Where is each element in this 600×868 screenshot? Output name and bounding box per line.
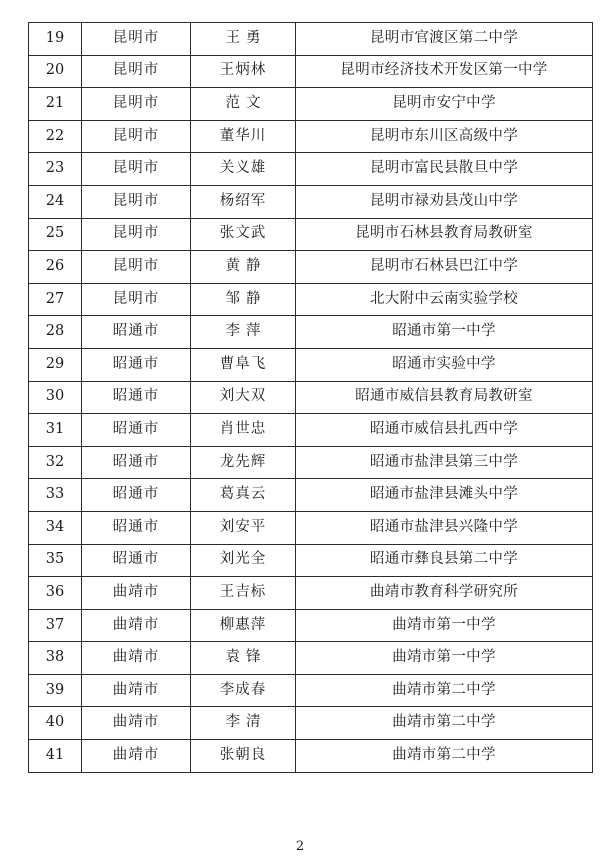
cell-city: 昆明市 <box>82 153 191 186</box>
cell-name-text: 范文 <box>225 95 267 112</box>
cell-index: 34 <box>29 511 82 544</box>
cell-city: 曲靖市 <box>82 609 191 642</box>
table-row <box>29 55 593 88</box>
table-row <box>29 609 593 642</box>
cell-index: 35 <box>29 544 82 577</box>
cell-name: 李成春 <box>191 674 296 707</box>
cell-city: 昆明市 <box>82 88 191 121</box>
cell-unit: 昆明市石林县教育局教研室 <box>296 218 593 251</box>
cell-index: 27 <box>29 283 82 316</box>
roster-table-body <box>29 23 593 773</box>
cell-index: 36 <box>29 577 82 610</box>
cell-unit: 曲靖市第二中学 <box>296 707 593 740</box>
cell-unit: 昭通市盐津县滩头中学 <box>296 479 593 512</box>
cell-city: 昆明市 <box>82 120 191 153</box>
cell-index: 30 <box>29 381 82 414</box>
cell-index: 41 <box>29 740 82 773</box>
cell-name: 刘安平 <box>191 511 296 544</box>
cell-city: 昭通市 <box>82 446 191 479</box>
cell-city: 昭通市 <box>82 348 191 381</box>
cell-name <box>191 316 296 349</box>
cell-index: 23 <box>29 153 82 186</box>
cell-index: 31 <box>29 414 82 447</box>
cell-index: 38 <box>29 642 82 675</box>
cell-unit: 昆明市安宁中学 <box>296 88 593 121</box>
table-row <box>29 153 593 186</box>
table-row <box>29 479 593 512</box>
cell-unit: 昆明市东川区高级中学 <box>296 120 593 153</box>
table-row <box>29 674 593 707</box>
cell-name: 刘光全 <box>191 544 296 577</box>
cell-city: 昭通市 <box>82 414 191 447</box>
cell-unit: 昭通市盐津县第三中学 <box>296 446 593 479</box>
table-row <box>29 642 593 675</box>
cell-unit: 曲靖市第一中学 <box>296 609 593 642</box>
cell-unit: 昭通市盐津县兴隆中学 <box>296 511 593 544</box>
cell-city: 昭通市 <box>82 316 191 349</box>
table-row <box>29 185 593 218</box>
cell-city: 曲靖市 <box>82 674 191 707</box>
cell-unit: 昆明市石林县巴江中学 <box>296 251 593 284</box>
cell-name-text: 袁锋 <box>225 649 267 666</box>
cell-unit: 昭通市彝良县第二中学 <box>296 544 593 577</box>
cell-unit: 曲靖市教育科学研究所 <box>296 577 593 610</box>
cell-name-text: 王勇 <box>225 29 267 46</box>
cell-name: 张朝良 <box>191 740 296 773</box>
table-row <box>29 120 593 153</box>
cell-name: 葛真云 <box>191 479 296 512</box>
cell-index: 22 <box>29 120 82 153</box>
cell-name-text: 邹静 <box>225 290 267 307</box>
cell-unit: 曲靖市第二中学 <box>296 674 593 707</box>
cell-unit: 曲靖市第二中学 <box>296 740 593 773</box>
cell-name: 柳惠萍 <box>191 609 296 642</box>
cell-index: 40 <box>29 707 82 740</box>
cell-index: 20 <box>29 55 82 88</box>
cell-name: 刘大双 <box>191 381 296 414</box>
cell-name <box>191 707 296 740</box>
cell-unit: 昭通市威信县扎西中学 <box>296 414 593 447</box>
cell-index: 33 <box>29 479 82 512</box>
table-row <box>29 23 593 56</box>
cell-name-text: 黄静 <box>225 257 267 274</box>
cell-unit: 北大附中云南实验学校 <box>296 283 593 316</box>
cell-index: 21 <box>29 88 82 121</box>
table-row <box>29 511 593 544</box>
cell-city: 昆明市 <box>82 185 191 218</box>
table-row <box>29 446 593 479</box>
cell-city: 昆明市 <box>82 55 191 88</box>
cell-name <box>191 251 296 284</box>
cell-name <box>191 88 296 121</box>
cell-unit: 昆明市官渡区第二中学 <box>296 23 593 56</box>
cell-name: 王吉标 <box>191 577 296 610</box>
cell-index: 32 <box>29 446 82 479</box>
cell-unit: 昭通市威信县教育局教研室 <box>296 381 593 414</box>
table-row <box>29 707 593 740</box>
roster-table <box>28 22 593 773</box>
cell-city: 昭通市 <box>82 479 191 512</box>
cell-name-text: 李清 <box>225 714 267 731</box>
cell-city: 昆明市 <box>82 218 191 251</box>
cell-city: 曲靖市 <box>82 577 191 610</box>
table-row <box>29 251 593 284</box>
table-row <box>29 283 593 316</box>
cell-name: 杨绍军 <box>191 185 296 218</box>
table-row <box>29 740 593 773</box>
cell-name: 龙先辉 <box>191 446 296 479</box>
cell-name: 关义雄 <box>191 153 296 186</box>
cell-name <box>191 283 296 316</box>
table-row <box>29 414 593 447</box>
cell-city: 昭通市 <box>82 544 191 577</box>
cell-index: 37 <box>29 609 82 642</box>
cell-unit: 昭通市实验中学 <box>296 348 593 381</box>
cell-index: 24 <box>29 185 82 218</box>
table-row <box>29 88 593 121</box>
cell-city: 昆明市 <box>82 283 191 316</box>
table-row <box>29 348 593 381</box>
table-row <box>29 316 593 349</box>
cell-unit: 昆明市富民县散旦中学 <box>296 153 593 186</box>
cell-index: 25 <box>29 218 82 251</box>
cell-name: 张文武 <box>191 218 296 251</box>
cell-city: 昆明市 <box>82 251 191 284</box>
cell-city: 曲靖市 <box>82 642 191 675</box>
cell-city: 昭通市 <box>82 511 191 544</box>
cell-name: 王炳林 <box>191 55 296 88</box>
cell-name <box>191 642 296 675</box>
cell-unit: 昆明市禄劝县茂山中学 <box>296 185 593 218</box>
cell-index: 29 <box>29 348 82 381</box>
cell-name: 肖世忠 <box>191 414 296 447</box>
cell-unit: 曲靖市第一中学 <box>296 642 593 675</box>
table-row <box>29 577 593 610</box>
table-row <box>29 381 593 414</box>
table-row <box>29 218 593 251</box>
cell-name <box>191 23 296 56</box>
cell-name-text: 李萍 <box>225 323 267 340</box>
cell-name: 曹阜飞 <box>191 348 296 381</box>
page-number: 2 <box>295 839 305 854</box>
cell-name: 董华川 <box>191 120 296 153</box>
cell-index: 28 <box>29 316 82 349</box>
cell-city: 昭通市 <box>82 381 191 414</box>
cell-unit: 昭通市第一中学 <box>296 316 593 349</box>
cell-unit: 昆明市经济技术开发区第一中学 <box>296 55 593 88</box>
cell-index: 39 <box>29 674 82 707</box>
cell-index: 26 <box>29 251 82 284</box>
table-row <box>29 544 593 577</box>
cell-index: 19 <box>29 23 82 56</box>
cell-city: 曲靖市 <box>82 707 191 740</box>
cell-city: 曲靖市 <box>82 740 191 773</box>
cell-city: 昆明市 <box>82 23 191 56</box>
